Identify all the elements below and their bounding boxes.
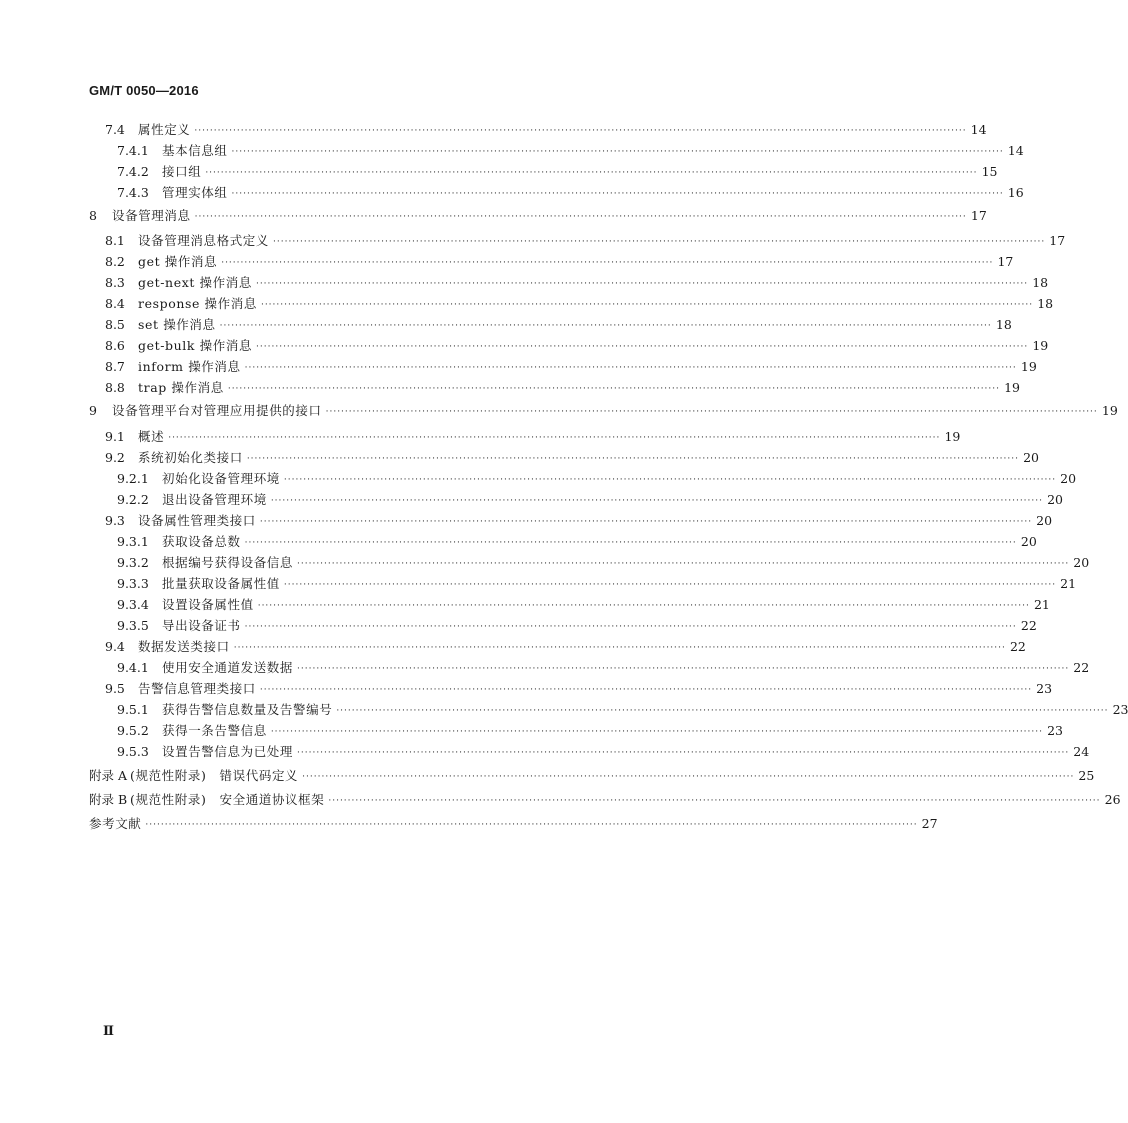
toc-entry-title: 设备管理平台对管理应用提供的接口 bbox=[112, 403, 322, 418]
toc-entry-leader: ········································································································································································································ bbox=[227, 384, 1000, 394]
toc-entry-title: 根据编号获得设备信息 bbox=[162, 555, 294, 570]
toc-entry-title: set 操作消息 bbox=[138, 317, 216, 332]
toc-entry-number: 9.3.1 bbox=[117, 534, 149, 549]
toc-entry[interactable] bbox=[0, 428, 961, 446]
toc-entry-page: 26 bbox=[1104, 792, 1121, 807]
toc-entry-leader: ········································································································································································································ bbox=[297, 559, 1070, 569]
toc-entry-leader: ········································································································································································································ bbox=[256, 342, 1029, 352]
toc-entry[interactable] bbox=[0, 617, 1037, 635]
toc-entry[interactable] bbox=[0, 295, 1054, 313]
toc-entry-title: response 操作消息 bbox=[138, 296, 257, 311]
toc-entry-number: 9.5 bbox=[105, 681, 125, 696]
toc-entry-title: 导出设备证书 bbox=[162, 618, 241, 633]
toc-entry-page: 17 bbox=[1049, 233, 1066, 248]
toc-entry-page: 20 bbox=[1047, 492, 1063, 507]
toc-entry-page: 25 bbox=[1078, 768, 1095, 783]
toc-entry-number: 9 bbox=[89, 403, 97, 418]
toc-entry-page: 23 bbox=[1047, 723, 1063, 738]
toc-entry-number: 9.5.3 bbox=[117, 744, 149, 759]
toc-entry[interactable] bbox=[0, 791, 1121, 809]
toc-entry-page: 20 bbox=[1060, 471, 1077, 486]
toc-entry-leader: ········································································································································································································ bbox=[336, 706, 1109, 716]
toc-entry-number: 9.5.1 bbox=[117, 702, 149, 717]
toc-entry[interactable] bbox=[0, 680, 1053, 698]
toc-entry-number: 7.4.3 bbox=[117, 185, 149, 200]
toc-entry-leader: ········································································································································································································ bbox=[244, 538, 1017, 548]
toc-entry-leader: ········································································································································································································ bbox=[328, 796, 1101, 806]
toc-entry[interactable] bbox=[0, 274, 1049, 292]
toc-entry-page: 20 bbox=[1023, 450, 1039, 465]
toc-entry-title: get-next 操作消息 bbox=[138, 275, 252, 290]
toc-entry-leader: ········································································································································································································ bbox=[231, 189, 1004, 199]
toc-entry[interactable] bbox=[0, 701, 1128, 719]
toc-entry-leader: ········································································································································································································ bbox=[246, 454, 1019, 464]
toc-entry-number: 9.2.1 bbox=[117, 471, 149, 486]
toc-entry-number: 8.5 bbox=[105, 317, 125, 332]
toc-entry-title: get 操作消息 bbox=[138, 254, 218, 269]
toc-entry-number: 9.3.5 bbox=[117, 618, 149, 633]
toc-entry-title: 获得一条告警信息 bbox=[162, 723, 267, 738]
toc-entry-page: 20 bbox=[1036, 513, 1053, 528]
toc-entry[interactable] bbox=[0, 142, 1024, 160]
toc-entry-leader: ········································································································································································································ bbox=[221, 258, 994, 268]
toc-entry[interactable] bbox=[0, 722, 1063, 740]
toc-entry-leader: ········································································································································································································ bbox=[219, 321, 992, 331]
toc-entry-title: 使用安全通道发送数据 bbox=[162, 660, 294, 675]
toc-entry[interactable] bbox=[0, 163, 998, 181]
toc-entry-title: 属性定义 bbox=[138, 122, 191, 137]
toc-entry-number: 8.2 bbox=[105, 254, 125, 269]
toc-entry-leader: ········································································································································································································ bbox=[233, 643, 1006, 653]
toc-entry-page: 19 bbox=[1032, 338, 1049, 353]
toc-entry-leader: ········································································································································································································ bbox=[205, 168, 978, 178]
toc-entry-title: 告警信息管理类接口 bbox=[138, 681, 256, 696]
toc-entry-leader: ········································································································································································································ bbox=[325, 407, 1098, 417]
toc-entry-number: 8.7 bbox=[105, 359, 125, 374]
toc-entry-number: 9.2 bbox=[105, 450, 125, 465]
toc-entry[interactable] bbox=[0, 815, 938, 833]
toc-entry-number: 8.8 bbox=[105, 380, 125, 395]
toc-entry-leader: ········································································································································································································ bbox=[297, 664, 1070, 674]
toc-entry-number: 9.1 bbox=[105, 429, 125, 444]
toc-entry-leader: ········································································································································································································ bbox=[302, 772, 1075, 782]
toc-entry[interactable] bbox=[0, 449, 1039, 467]
toc-entry-number: 9.4 bbox=[105, 639, 125, 654]
toc-entry-leader: ········································································································································································································ bbox=[168, 433, 941, 443]
toc-entry[interactable] bbox=[0, 402, 1118, 420]
toc-entry-number: 7.4 bbox=[105, 122, 125, 137]
toc-entry[interactable] bbox=[0, 253, 1014, 271]
toc-entry-page: 23 bbox=[1112, 702, 1128, 717]
toc-entry-page: 19 bbox=[1020, 359, 1037, 374]
toc-entry-title: (规范性附录) 安全通道协议框架 bbox=[130, 792, 325, 807]
toc-entry[interactable] bbox=[0, 358, 1037, 376]
toc-entry-page: 19 bbox=[1101, 403, 1118, 418]
page-number: Ⅱ bbox=[103, 1023, 114, 1038]
toc-entry[interactable] bbox=[0, 659, 1090, 677]
toc-entry-leader: ········································································································································································································ bbox=[283, 580, 1057, 590]
toc-entry-leader: ········································································································································································································ bbox=[273, 237, 1046, 247]
toc-entry-leader: ········································································································································································································ bbox=[270, 727, 1043, 737]
toc-entry[interactable] bbox=[0, 184, 1024, 202]
toc-entry-page: 20 bbox=[1073, 555, 1090, 570]
toc-entry[interactable] bbox=[0, 554, 1090, 572]
toc-entry-title: 概述 bbox=[138, 429, 165, 444]
toc-entry-title: 设置告警信息为已处理 bbox=[162, 744, 294, 759]
toc-entry-page: 23 bbox=[1036, 681, 1053, 696]
toc-entry-number: 8 bbox=[89, 208, 97, 223]
toc-entry-page: 21 bbox=[1060, 576, 1077, 591]
toc-entry-title: (规范性附录) 错误代码定义 bbox=[130, 768, 299, 783]
toc-entry-number: 7.4.2 bbox=[117, 164, 149, 179]
toc-entry[interactable] bbox=[0, 575, 1077, 593]
toc-entry-number: 9.4.1 bbox=[117, 660, 149, 675]
toc-entry-number: 9.5.2 bbox=[117, 723, 149, 738]
toc-entry[interactable] bbox=[0, 533, 1037, 551]
toc-entry-page: 24 bbox=[1073, 744, 1090, 759]
toc-entry-page: 16 bbox=[1007, 185, 1024, 200]
toc-entry-leader: ········································································································································································································ bbox=[244, 622, 1017, 632]
toc-entry[interactable] bbox=[0, 379, 1020, 397]
toc-entry-title: inform 操作消息 bbox=[138, 359, 241, 374]
toc-entry-page: 22 bbox=[1020, 618, 1037, 633]
toc-entry-page: 18 bbox=[995, 317, 1012, 332]
toc-entry-number: 9.3.3 bbox=[117, 576, 149, 591]
toc-entry-page: 19 bbox=[1004, 380, 1020, 395]
toc-entry-title: 初始化设备管理环境 bbox=[162, 471, 280, 486]
toc-entry-title: 退出设备管理环境 bbox=[162, 492, 267, 507]
toc-entry-page: 20 bbox=[1020, 534, 1037, 549]
toc-entry-page: 17 bbox=[970, 208, 987, 223]
toc-entry-number: 8.6 bbox=[105, 338, 125, 353]
toc-entry[interactable] bbox=[0, 767, 1095, 785]
toc-entry-title: 获得告警信息数量及告警编号 bbox=[162, 702, 333, 717]
toc-entry-title: 批量获取设备属性值 bbox=[162, 576, 280, 591]
toc-entry-leader: ········································································································································································································ bbox=[297, 748, 1070, 758]
toc-entry-page: 17 bbox=[997, 254, 1014, 269]
toc-entry-title: 参考文献 bbox=[89, 816, 142, 831]
toc-entry[interactable] bbox=[0, 743, 1090, 761]
toc-entry-page: 19 bbox=[944, 429, 961, 444]
toc-entry-title: 设置设备属性值 bbox=[162, 597, 254, 612]
toc-entry-title: 设备属性管理类接口 bbox=[138, 513, 256, 528]
toc-entry-leader: ········································································································································································································ bbox=[259, 685, 1033, 695]
toc-entry-title: 获取设备总数 bbox=[162, 534, 241, 549]
toc-entry-number: 9.3 bbox=[105, 513, 125, 528]
toc-entry-page: 18 bbox=[1032, 275, 1049, 290]
toc-entry-leader: ········································································································································································································ bbox=[259, 517, 1033, 527]
toc-entry-title: trap 操作消息 bbox=[138, 380, 224, 395]
toc-entry-number: 8.4 bbox=[105, 296, 125, 311]
toc-entry-leader: ········································································································································································································ bbox=[255, 279, 1029, 289]
toc-entry-page: 22 bbox=[1009, 639, 1026, 654]
toc-entry[interactable] bbox=[0, 316, 1012, 334]
toc-entry-leader: ········································································································································································································ bbox=[257, 601, 1030, 611]
toc-entry[interactable] bbox=[0, 491, 1063, 509]
toc-entry-number: 9.2.2 bbox=[117, 492, 149, 507]
toc-entry[interactable] bbox=[0, 470, 1077, 488]
toc-entry-leader: ········································································································································································································ bbox=[194, 126, 967, 136]
toc-entry-number: 8.1 bbox=[105, 233, 125, 248]
toc-entry[interactable] bbox=[0, 121, 987, 139]
toc-entry-number: 7.4.1 bbox=[117, 143, 149, 158]
toc-entry-title: get-bulk 操作消息 bbox=[138, 338, 253, 353]
toc-entry-leader: ········································································································································································································ bbox=[244, 363, 1017, 373]
toc-entry-leader: ········································································································································································································ bbox=[231, 147, 1004, 157]
toc-entry[interactable] bbox=[0, 512, 1053, 530]
toc-entry-title: 系统初始化类接口 bbox=[138, 450, 243, 465]
toc-entry[interactable] bbox=[0, 232, 1066, 250]
toc-entry[interactable] bbox=[0, 207, 987, 225]
toc-entry-title: 基本信息组 bbox=[162, 143, 228, 158]
toc-entry-number: 附录 B bbox=[89, 792, 128, 807]
toc-entry-page: 18 bbox=[1037, 296, 1054, 311]
toc-entry-leader: ········································································································································································································ bbox=[270, 496, 1043, 506]
toc-entry-number: 9.3.4 bbox=[117, 597, 149, 612]
toc-entry[interactable] bbox=[0, 337, 1049, 355]
toc-entry-number: 8.3 bbox=[105, 275, 125, 290]
toc-entry-title: 设备管理消息 bbox=[112, 208, 191, 223]
toc-entry[interactable] bbox=[0, 638, 1026, 656]
toc-entry-number: 附录 A bbox=[89, 768, 128, 783]
toc-entry-leader: ········································································································································································································ bbox=[145, 820, 918, 830]
toc-entry-title: 设备管理消息格式定义 bbox=[138, 233, 270, 248]
standard-code-header: GM/T 0050—2016 bbox=[89, 83, 199, 98]
toc-entry-number: 9.3.2 bbox=[117, 555, 149, 570]
toc-entry-title: 管理实体组 bbox=[162, 185, 228, 200]
toc-entry-page: 14 bbox=[1007, 143, 1024, 158]
toc-entry-page: 21 bbox=[1033, 597, 1050, 612]
toc-entry-page: 27 bbox=[921, 816, 938, 831]
toc-entry-page: 14 bbox=[970, 122, 987, 137]
toc-entry-leader: ········································································································································································································ bbox=[283, 475, 1057, 485]
toc-entry-title: 数据发送类接口 bbox=[138, 639, 230, 654]
toc-entry[interactable] bbox=[0, 596, 1050, 614]
toc-entry-title: 接口组 bbox=[162, 164, 202, 179]
toc-entry-leader: ········································································································································································································ bbox=[260, 300, 1034, 310]
toc-entry-leader: ········································································································································································································ bbox=[194, 212, 967, 222]
toc-entry-page: 22 bbox=[1073, 660, 1090, 675]
toc-entry-page: 15 bbox=[981, 164, 998, 179]
